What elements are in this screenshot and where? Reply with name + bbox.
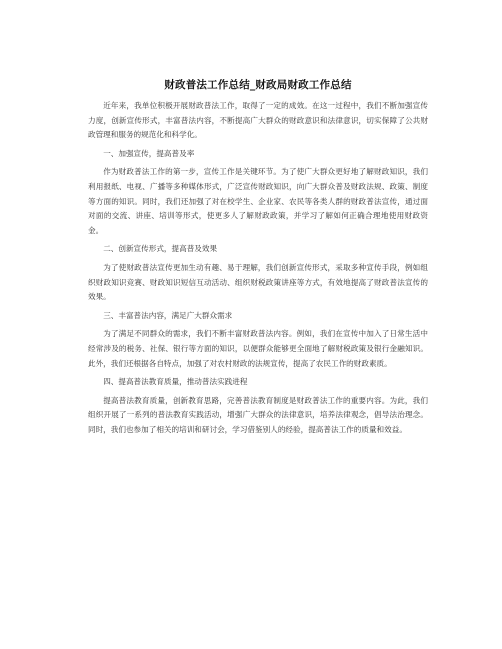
section-body-4: 提高普法教育质量，创新教育思路，完善普法教育制度是财政普法工作的重要内容。为此，我们组织开展了一系列的普法教育实践活动，增强广大群众的法律意识，培养法律观念，倡导法治理念。同时，我们也参加了相关的培训和研讨会，学习借鉴别人的经验，提高普法工作的质量和效益。 <box>88 395 428 434</box>
section-heading-3: 三、丰富普法内容，满足广大群众需求 <box>103 310 233 320</box>
section-body-2: 为了使财政普法宣传更加生动有趣、易于理解，我们创新宣传形式，采取多种宣传手段，例如组织财政知识竞赛、财政知识短信互动活动、组织财税政策讲座等方式，有效地提高了财政普法宣传的效果。 <box>88 262 428 302</box>
section-body-1: 作为财政普法工作的第一步，宣传工作是关键环节。为了使广大群众更好地了解财政知识，我们利用报纸、电视、广播等多种媒体形式，广泛宣传财政知识，向广大群众普及财政法规、政策、制度等方面的知识。同时，我们还加强了对在校学生、企业家、农民等各类人群的财政普法宣传，通过面对面的交流、讲座、培训等形式，使更多人了解财政政策，并学习了解如何正确合理地使用财政资金。 <box>88 167 428 235</box>
page-title: 财政普法工作总结_财政局财政工作总结 <box>164 79 352 91</box>
section-body-3: 为了满足不同群众的需求，我们不断丰富财政普法内容。例如，我们在宣传中加入了日常生活中经常涉及的税务、社保、银行等方面的知识，以便群众能够更全面地了解财税政策及银行金融知识。此外，我们还根据各自特点，加强了对农村财政的法规宣传，提高了农民工作的财政素质。 <box>88 329 428 368</box>
document-page <box>88 78 428 441</box>
section-heading-1: 一、加强宣传，提高普及率 <box>103 148 195 158</box>
intro-paragraph: 近年来，我单位积极开展财政普法工作，取得了一定的成效。在这一过程中，我们不断加强宣传力度，创新宣传形式，丰富普法内容，不断提高广大群众的财政意识和法律意识，切实保障了公共财政管理和服务的规范化和科学化。 <box>88 101 428 140</box>
section-heading-2: 二、创新宣传形式，提高普及效果 <box>103 244 218 254</box>
section-heading-4: 四、提高普法教育质量，推动普法实践进程 <box>103 377 248 387</box>
